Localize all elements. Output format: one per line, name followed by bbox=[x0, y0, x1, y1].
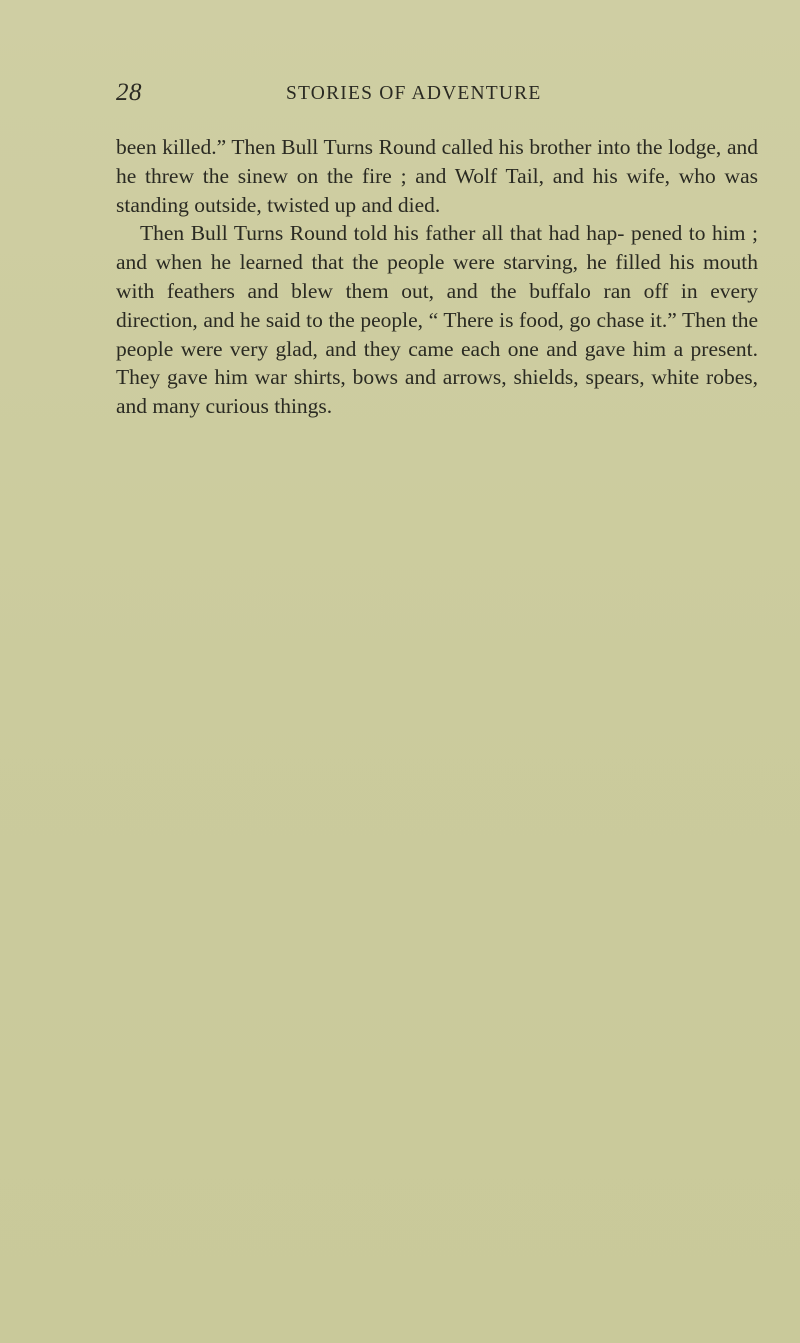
page-number: 28 bbox=[116, 79, 142, 106]
body-text bbox=[116, 133, 758, 421]
paragraph-1: been killed.” Then Bull Turns Round called his brother into the lodge, and he threw the sinew on the fire ; and Wolf Tail, and his wife, who was standing outside, twisted up and died. bbox=[116, 135, 758, 217]
paragraph-2: Then Bull Turns Round told his father all that had hap- pened to him ; and when he learned that the people were starving, he filled his mouth with feathers and blew them out, and the buffalo ran off in every direction, and he said to the people, “ There is food, go chase it.” Then the people were very glad, and they came each one and gave him a present. They gave him war shirts, bows and arrows, shields, spears, white robes, and many curious things. bbox=[116, 221, 758, 419]
running-head bbox=[116, 78, 756, 108]
running-title: STORIES OF ADVENTURE bbox=[286, 83, 542, 104]
